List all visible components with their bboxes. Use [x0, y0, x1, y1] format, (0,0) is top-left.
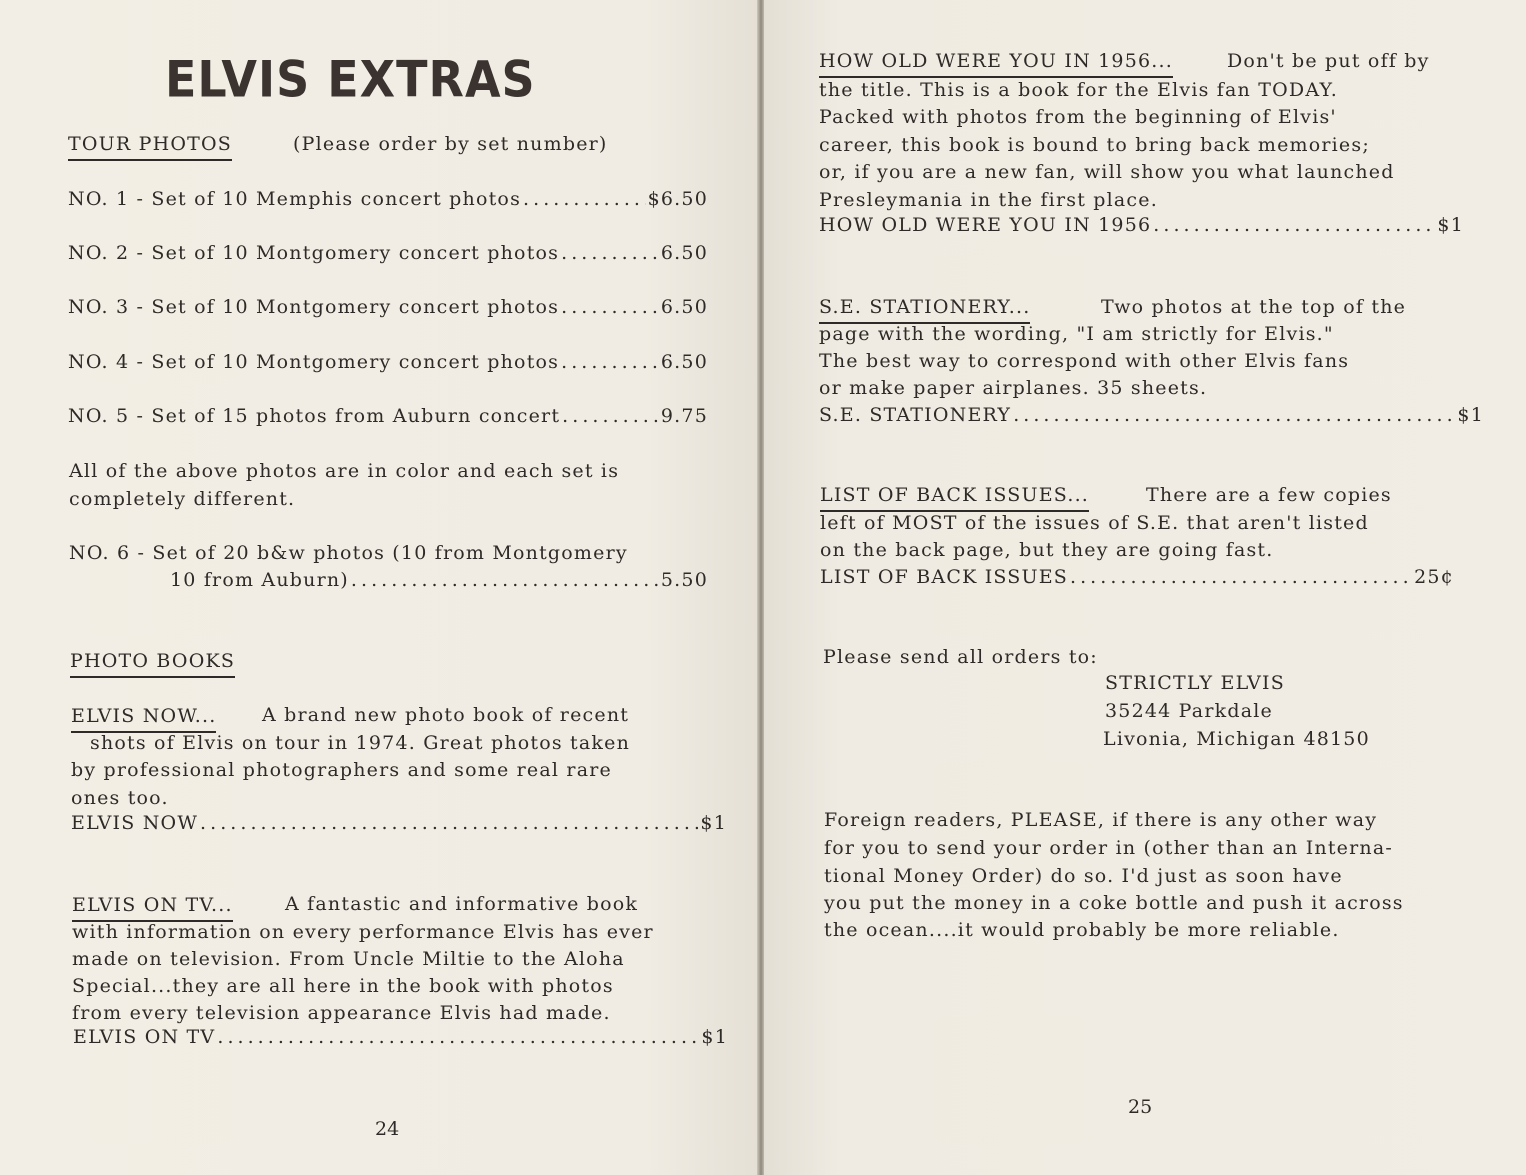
tour-photos-note: (Please order by set number)	[293, 133, 608, 155]
item-price: 6.50	[660, 351, 708, 373]
tour-photos-heading: TOUR PHOTOS	[68, 130, 232, 161]
stationery-line-2: page with the wording, "I am strictly for Elvis."	[819, 323, 1334, 345]
item-label: LIST OF BACK ISSUES	[820, 566, 1069, 588]
stationery-line-3: The best way to correspond with other Elvis fans	[819, 350, 1350, 372]
item-price: 25¢	[1414, 566, 1454, 588]
item-price: $1	[700, 812, 727, 834]
send-orders-intro: Please send all orders to:	[823, 646, 1098, 668]
foreign-line-5: the ocean....it would probably be more reliable.	[824, 919, 1340, 941]
stationery-line-4: or make paper airplanes. 35 sheets.	[819, 377, 1208, 399]
how-old-line-3: Packed with photos from the beginning of Elvis'	[819, 106, 1337, 128]
item-price: $6.50	[647, 188, 708, 210]
item-label: 10 from Auburn)	[170, 569, 349, 591]
item-label: ELVIS ON TV	[73, 1026, 216, 1048]
tour-item-6-line-1: NO. 6 - Set of 20 b&w photos (10 from Montgomery	[69, 542, 628, 564]
back-issues-line-1: There are a few copies	[1146, 484, 1392, 506]
item-label: ELVIS NOW	[71, 812, 199, 834]
page-number: 24	[375, 1118, 400, 1140]
tour-item-3	[68, 293, 708, 321]
foreign-line-3: tional Money Order) do so. I'd just as soon have	[824, 865, 1343, 887]
how-old-line-2: the title. This is a book for the Elvis fan TODAY.	[819, 79, 1339, 101]
item-price: $1	[1457, 404, 1484, 426]
item-label: NO. 1 - Set of 10 Memphis concert photos	[68, 188, 522, 210]
back-issues-line-3: on the back page, but they are going fast.	[820, 539, 1274, 561]
how-old-line-4: career, this book is bound to bring back memories;	[819, 134, 1370, 156]
back-issues-heading: LIST OF BACK ISSUES...	[820, 481, 1089, 512]
stationery-order-line	[819, 401, 1484, 429]
page-title: ELVIS EXTRAS	[165, 50, 536, 109]
elvis-now-line-2: shots of Elvis on tour in 1974. Great photos taken	[90, 732, 631, 754]
how-old-line-1: Don't be put off by	[1227, 50, 1430, 72]
elvis-on-tv-line-2: with information on every performance Elvis has ever	[72, 921, 654, 943]
item-price: 6.50	[660, 242, 708, 264]
item-label: NO. 2 - Set of 10 Montgomery concert photos	[68, 242, 560, 264]
elvis-now-line-3: by professional photographers and some real rare	[71, 759, 612, 781]
elvis-now-line-4: ones too.	[71, 787, 169, 809]
elvis-on-tv-heading: ELVIS ON TV...	[72, 891, 233, 922]
photo-books-heading: PHOTO BOOKS	[70, 647, 235, 678]
elvis-on-tv-line-1: A fantastic and informative book	[285, 893, 639, 915]
back-issues-line-2: left of MOST of the issues of S.E. that aren't listed	[820, 512, 1369, 534]
tour-item-2	[68, 239, 708, 267]
elvis-now-order-line	[71, 809, 727, 837]
item-price: 5.50	[660, 569, 708, 591]
address-name: STRICTLY ELVIS	[1105, 672, 1285, 694]
address-city: Livonia, Michigan 48150	[1103, 728, 1370, 750]
item-price: 6.50	[660, 296, 708, 318]
left-page	[0, 0, 758, 1175]
how-old-order-line	[819, 211, 1464, 239]
how-old-line-6: Presleymania in the first place.	[819, 189, 1158, 211]
item-label: NO. 4 - Set of 10 Montgomery concert photos	[68, 351, 560, 373]
how-old-line-5: or, if you are a new fan, will show you what launched	[819, 161, 1395, 183]
item-label: NO. 5 - Set of 15 photos from Auburn concert	[68, 405, 561, 427]
item-label: NO. 3 - Set of 10 Montgomery concert photos	[68, 296, 560, 318]
foreign-line-2: for you to send your order in (other than an Interna-	[824, 837, 1393, 859]
foreign-line-4: you put the money in a coke bottle and push it across	[824, 892, 1404, 914]
address-street: 35244 Parkdale	[1105, 700, 1273, 722]
page-number: 25	[1128, 1096, 1153, 1118]
back-issues-order-line	[820, 563, 1454, 591]
color-note-line-2: completely different.	[69, 488, 296, 510]
item-price: $1	[701, 1026, 728, 1048]
tour-item-5	[68, 402, 708, 430]
right-page	[764, 0, 1526, 1175]
elvis-now-heading: ELVIS NOW...	[71, 702, 216, 733]
elvis-now-line-1: A brand new photo book of recent	[262, 704, 630, 726]
elvis-on-tv-line-3: made on television. From Uncle Miltie to the Aloha	[72, 948, 625, 970]
item-label: S.E. STATIONERY	[819, 404, 1012, 426]
item-price: $1	[1437, 214, 1464, 236]
color-note-line-1: All of the above photos are in color and each set is	[69, 460, 620, 482]
stationery-line-1: Two photos at the top of the	[1101, 296, 1407, 318]
elvis-on-tv-line-4: Special...they are all here in the book with photos	[72, 975, 614, 997]
tour-item-1	[68, 185, 708, 213]
foreign-line-1: Foreign readers, PLEASE, if there is any other way	[824, 809, 1378, 831]
elvis-on-tv-order-line	[73, 1023, 728, 1051]
item-label: HOW OLD WERE YOU IN 1956	[819, 214, 1152, 236]
item-price: 9.75	[660, 405, 708, 427]
tour-item-4	[68, 348, 708, 376]
tour-item-6-line-2	[170, 566, 708, 594]
elvis-on-tv-line-5: from every television appearance Elvis had made.	[72, 1002, 611, 1024]
how-old-heading: HOW OLD WERE YOU IN 1956...	[819, 47, 1173, 78]
stationery-heading: S.E. STATIONERY...	[819, 293, 1030, 324]
